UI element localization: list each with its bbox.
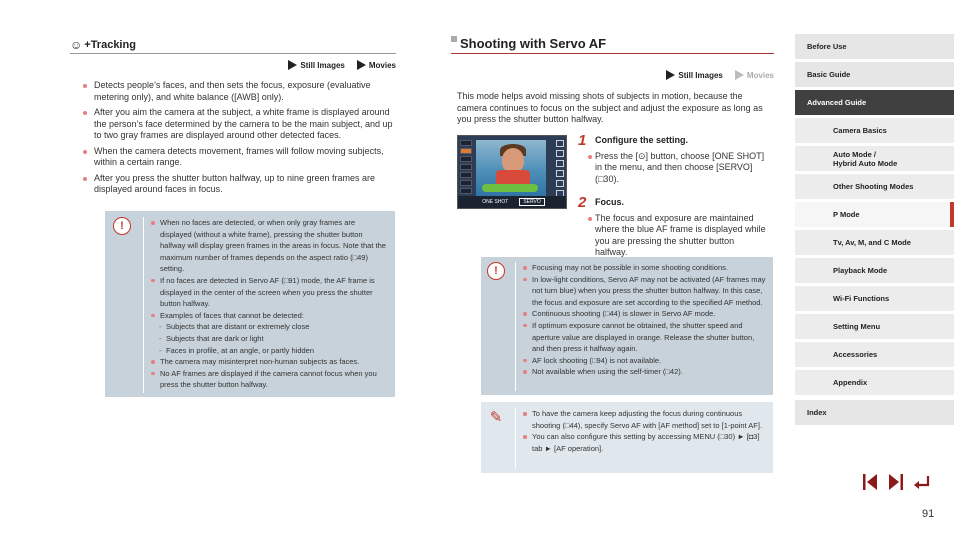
mode-label: Movies	[368, 60, 396, 70]
list-item: You can also configure this setting by accessing MENU (□30) ► [◘3] tab ► [AF operation].	[522, 431, 767, 454]
option-servo: SERVO	[519, 198, 544, 206]
warning-list	[143, 217, 387, 393]
pencil-icon: ✎	[489, 409, 503, 426]
nav-item-camera-basics[interactable]: Camera Basics	[795, 118, 954, 143]
side-icon	[556, 150, 564, 157]
mode-indicators	[451, 70, 774, 80]
play-arrow-icon	[357, 60, 366, 70]
step-body: The focus and exposure are maintained where the blue AF frame is displayed while you are pressing the shutter button halfway.	[578, 213, 768, 259]
mode-label: Still Images	[300, 60, 345, 70]
menu-icon	[460, 140, 472, 146]
step-heading: Configure the setting.	[595, 134, 688, 145]
side-icon	[556, 170, 564, 177]
side-icon	[556, 140, 564, 147]
chapter-navigation	[795, 34, 954, 428]
tip-icon-column	[487, 408, 509, 469]
list-item: When no faces are detected, or when only gray frames are displayed (without a white frame), pressing the shutter button halfway will display green frames in the areas in focus. Note that the maximum number of frames depends on the aspect ratio (□49) setting.	[150, 217, 387, 275]
nav-item-appendix[interactable]: Appendix	[795, 370, 954, 395]
list-item: Examples of faces that cannot be detected:	[150, 310, 387, 322]
back-button[interactable]	[912, 472, 932, 492]
nav-item-basic-guide[interactable]: Basic Guide	[795, 62, 954, 87]
arrow-right-icon	[887, 473, 905, 491]
servo-warning-box	[481, 257, 773, 395]
list-item: - Faces in profile, at an angle, or partly hidden	[150, 345, 387, 357]
list-item: Not available when using the self-timer (□42).	[522, 366, 767, 378]
list-item: No AF frames are displayed if the camera cannot focus when you press the shutter button halfway.	[150, 368, 387, 391]
face-icon: ☺	[70, 38, 83, 52]
list-item: If no faces are detected in Servo AF (□91) mode, the AF frame is displayed in the center of the screen when you press the shutter button halfway.	[150, 275, 387, 310]
step-body: Press the [⊙] button, choose [ONE SHOT] in the menu, and then choose [SERVO] (□30).	[578, 151, 768, 186]
tracking-warning-box	[105, 211, 395, 397]
list-item: If optimum exposure cannot be obtained, the shutter speed and aperture value are displayed in orange. Release the shutter button, and then press it halfway again.	[522, 320, 767, 355]
menu-icon	[460, 156, 472, 162]
side-icon	[556, 180, 564, 187]
play-arrow-icon	[288, 60, 297, 70]
step-2	[578, 193, 768, 259]
section-title: +Tracking	[84, 39, 136, 51]
photo-subject-face	[502, 148, 524, 172]
still-images-mode	[288, 60, 344, 70]
nav-item-other-shooting-modes[interactable]: Other Shooting Modes	[795, 174, 954, 199]
camera-side-icons	[556, 140, 564, 197]
page-navigation	[860, 472, 932, 492]
list-item: Detects people’s faces, and then sets the focus, exposure (evaluative metering only), and white balance ([AWB] only).	[70, 80, 396, 103]
list-item: In low-light conditions, Servo AF may not be activated (AF frames may not turn blue) when you press the shutter button halfway. In this case, the focus and exposure are set according to the specified AF method.	[522, 274, 767, 309]
play-arrow-icon	[735, 70, 744, 80]
list-item: Focusing may not be possible in some shooting conditions.	[522, 262, 767, 274]
list-item: The camera may misinterpret non-human subjects as faces.	[150, 356, 387, 368]
warning-icon-column	[113, 217, 135, 393]
option-one-shot: ONE SHOT	[482, 198, 509, 205]
menu-icon	[460, 164, 472, 170]
nav-item-index[interactable]: Index	[795, 400, 954, 425]
nav-item-p-mode[interactable]: P Mode	[795, 202, 954, 227]
page-title-row	[451, 36, 774, 54]
list-item: When the camera detects movement, frames will follow moving subjects, within a certain range.	[70, 146, 396, 169]
warning-icon: !	[113, 217, 131, 235]
nav-item-setting-menu[interactable]: Setting Menu	[795, 314, 954, 339]
list-item: After you aim the camera at the subject, a white frame is displayed around the person’s face determined by the camera to be the main subject, and up to two gray frames are displayed around other detected faces.	[70, 107, 396, 142]
play-arrow-icon	[666, 70, 675, 80]
menu-icon	[460, 172, 472, 178]
left-column	[70, 38, 396, 200]
return-icon	[913, 473, 931, 491]
step-1	[578, 131, 768, 186]
warning-icon: !	[487, 262, 505, 280]
list-item: - Subjects that are distant or extremely close	[150, 321, 387, 333]
title-marker-icon	[451, 36, 457, 42]
page-title: Shooting with Servo AF	[460, 36, 607, 51]
camera-option-bar	[458, 196, 566, 208]
main-column	[451, 36, 774, 271]
step-number: 2	[578, 193, 587, 211]
list-item: AF lock shooting (□94) is not available.	[522, 355, 767, 367]
menu-icon-selected	[460, 148, 472, 154]
arrow-left-icon	[861, 473, 879, 491]
next-page-button[interactable]	[886, 472, 906, 492]
list-item: To have the camera keep adjusting the focus during continuous shooting (□44), specify Servo AF with [AF method] set to [1-point AF].	[522, 408, 767, 431]
nav-item-before-use[interactable]: Before Use	[795, 34, 954, 59]
warning-icon-column	[487, 262, 509, 391]
steps-area	[451, 131, 774, 271]
side-icon	[556, 160, 564, 167]
mode-label: Still Images	[678, 70, 723, 80]
menu-icon	[460, 188, 472, 194]
list-item: Continuous shooting (□44) is slower in Servo AF mode.	[522, 308, 767, 320]
nav-item-advanced-guide[interactable]: Advanced Guide	[795, 90, 954, 115]
movies-mode	[735, 70, 774, 80]
camera-menu-icons	[460, 140, 472, 194]
nav-item-playback-mode[interactable]: Playback Mode	[795, 258, 954, 283]
nav-item-wi-fi-functions[interactable]: Wi-Fi Functions	[795, 286, 954, 311]
camera-screen-image	[457, 135, 567, 209]
tracking-bullets	[70, 80, 396, 196]
nav-item-tv-av-m-and-c-mode[interactable]: Tv, Av, M, and C Mode	[795, 230, 954, 255]
mode-label: Movies	[746, 70, 774, 80]
warning-list	[515, 262, 767, 391]
tip-list	[515, 408, 767, 469]
nav-item-accessories[interactable]: Accessories	[795, 342, 954, 367]
list-item: - Subjects that are dark or light	[150, 333, 387, 345]
step-number: 1	[578, 131, 587, 149]
list-item: After you press the shutter button halfway, up to nine green frames are displayed around faces in focus.	[70, 173, 396, 196]
still-images-mode	[666, 70, 722, 80]
nav-item-auto-mode-hybrid-auto-mode[interactable]: Auto Mode / Hybrid Auto Mode	[795, 146, 954, 171]
previous-page-button[interactable]	[860, 472, 880, 492]
mode-indicators	[70, 60, 396, 70]
servo-tip-box	[481, 402, 773, 473]
intro-text: This mode helps avoid missing shots of subjects in motion, because the camera continues to focus on the subject and adjust the exposure as long as you press the shutter button halfway.	[457, 91, 763, 124]
step-heading: Focus.	[595, 196, 625, 207]
photo-board	[482, 184, 538, 192]
page-number: 91	[922, 508, 935, 520]
menu-icon	[460, 180, 472, 186]
section-heading	[70, 38, 396, 54]
movies-mode	[357, 60, 396, 70]
